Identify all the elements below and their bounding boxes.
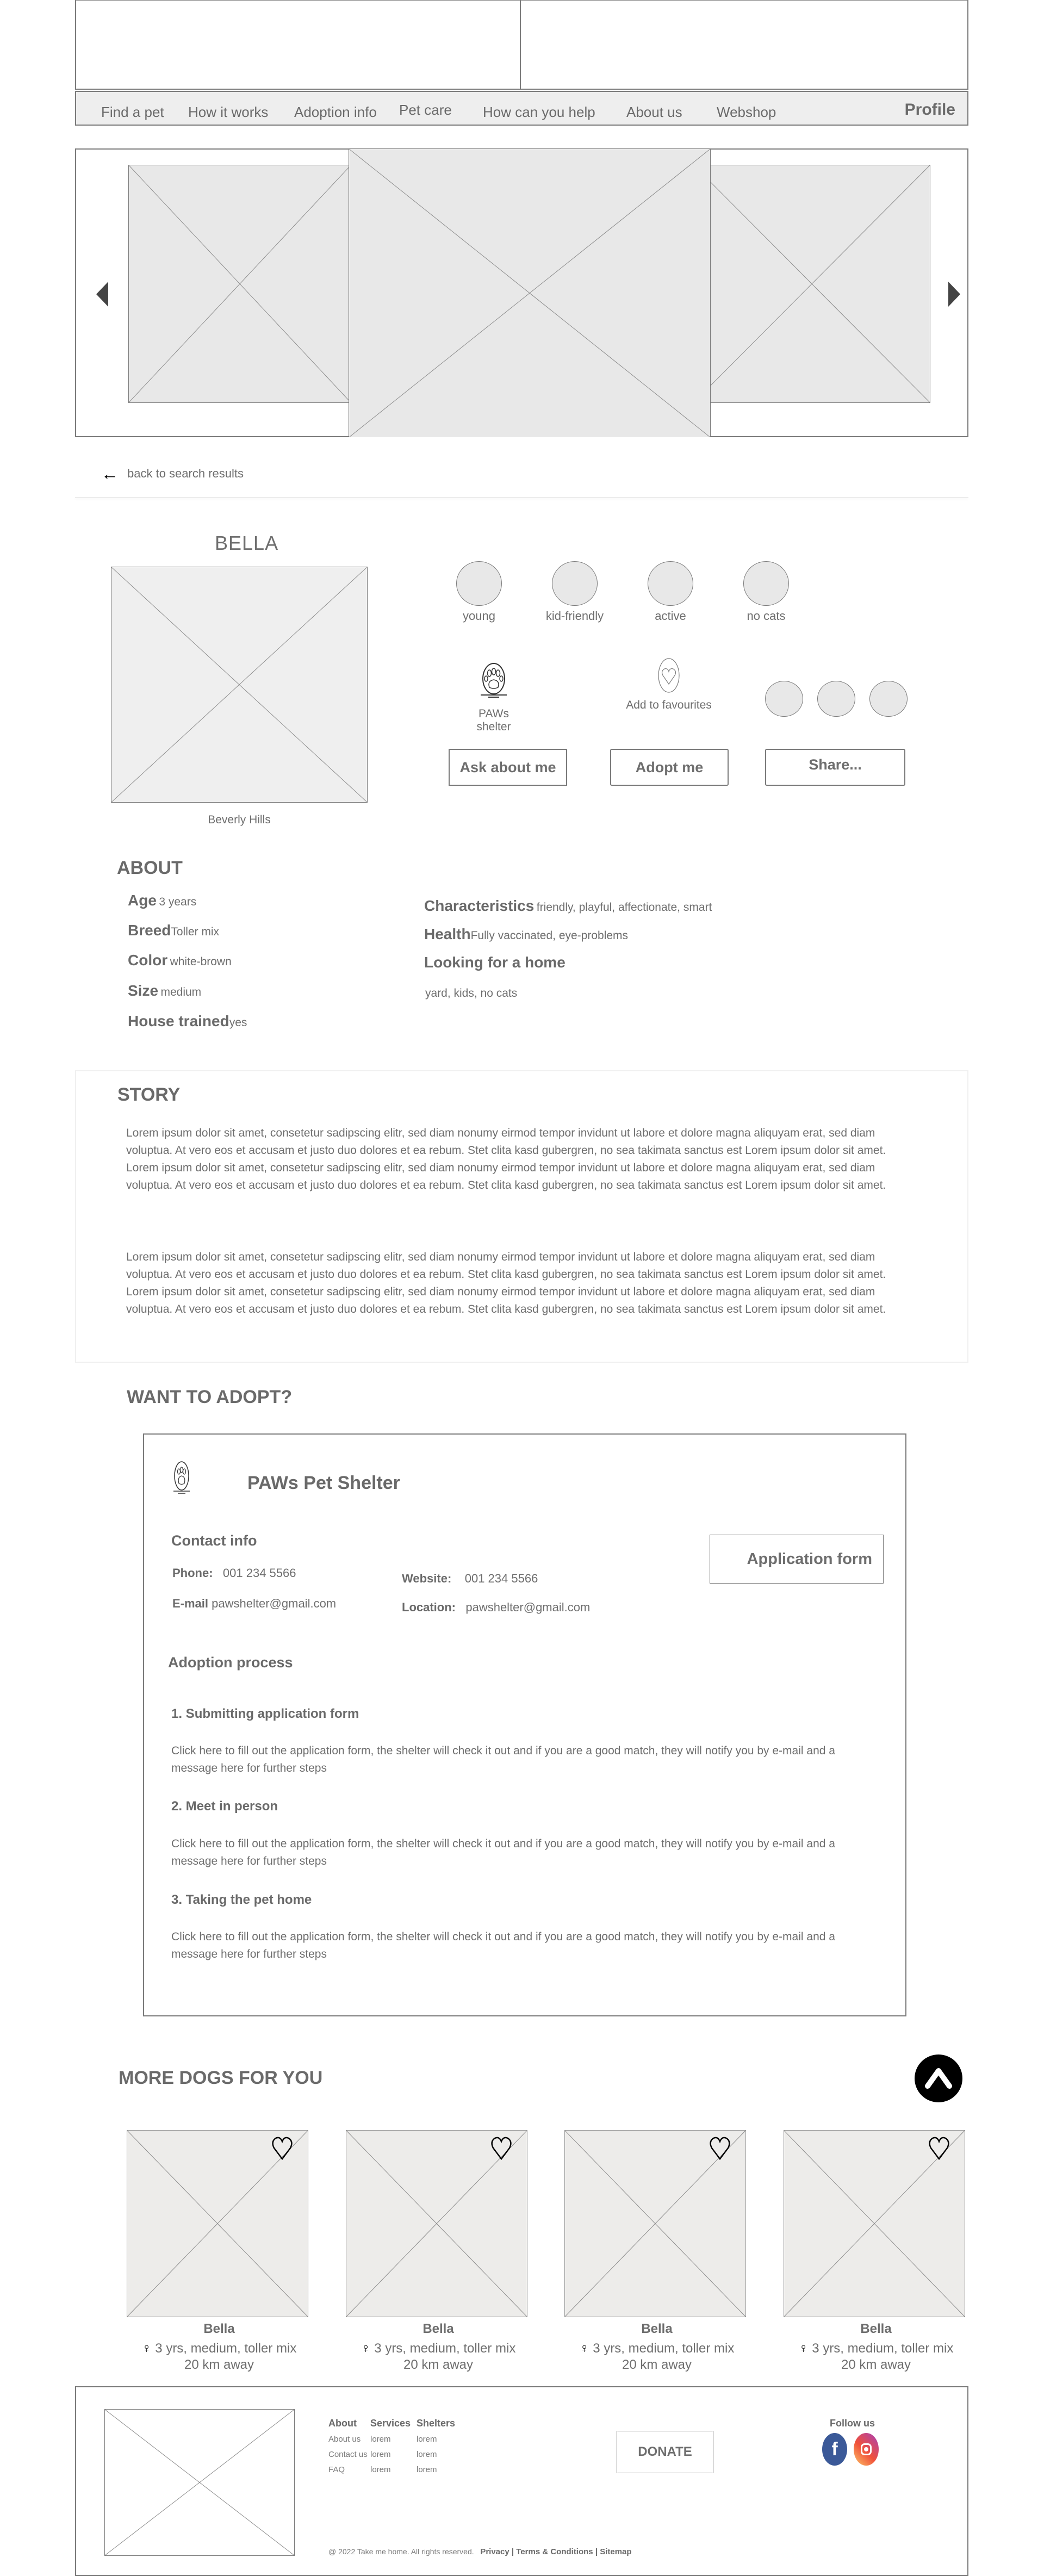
trait-active: active <box>632 561 709 623</box>
favourites-label: Add to favourites <box>626 699 712 711</box>
adopt-heading: WANT TO ADOPT? <box>127 1387 293 1407</box>
about-breed: BreedToller mix <box>128 922 220 939</box>
footer-bottom: @ 2022 Take me home. All rights reserved. Privacy | Terms & Conditions | Sitemap <box>328 2547 632 2556</box>
trait-kid-friendly: kid-friendly <box>537 561 613 623</box>
trait-icon <box>648 561 693 606</box>
dog-card[interactable] <box>127 2130 312 2373</box>
dog-card[interactable] <box>784 2130 968 2373</box>
dog-info: ♀ 3 yrs, medium, toller mix <box>361 2341 516 2356</box>
facebook-icon[interactable]: f <box>822 2433 847 2466</box>
dog-card[interactable] <box>564 2130 749 2373</box>
nav-find-a-pet[interactable]: Find a pet <box>101 104 164 120</box>
dog-distance: 20 km away <box>841 2357 911 2372</box>
adopt-me-button[interactable]: Adopt me <box>610 749 729 786</box>
footer-link[interactable]: lorem <box>370 2465 391 2474</box>
footer-link[interactable]: lorem <box>370 2435 391 2444</box>
about-characteristics: Characteristics friendly, playful, affectionate, smart <box>424 897 712 914</box>
adoption-process-heading: Adoption process <box>168 1654 293 1671</box>
share-option-2[interactable] <box>817 681 855 717</box>
dog-name: Bella <box>860 2321 892 2336</box>
dog-name: Bella <box>422 2321 454 2336</box>
nav-webshop[interactable]: Webshop <box>717 104 776 120</box>
dog-info: ♀ 3 yrs, medium, toller mix <box>798 2341 954 2356</box>
arrow-left-icon: ← <box>101 464 119 483</box>
footer-col-about: About About us Contact us FAQ <box>328 2418 368 2474</box>
header-divider <box>520 0 521 90</box>
carousel-image-main[interactable] <box>349 149 711 437</box>
footer-logo <box>104 2409 295 2556</box>
ask-about-me-button[interactable]: Ask about me <box>449 749 567 786</box>
paw-shelter-logo-icon <box>172 1455 191 1501</box>
nav-how-it-works[interactable]: How it works <box>188 104 269 120</box>
carousel-prev-button[interactable] <box>94 281 110 308</box>
donate-button[interactable]: DONATE <box>617 2431 713 2473</box>
footer <box>75 2386 968 2576</box>
carousel-image-left[interactable] <box>128 165 351 403</box>
footer-link[interactable]: lorem <box>417 2465 437 2474</box>
contact-location: Location: pawshelter@gmail.com <box>402 1600 591 1614</box>
paw-shelter-logo-icon <box>477 657 510 703</box>
dog-card-photo[interactable] <box>346 2130 527 2317</box>
about-looking-value: yard, kids, no cats <box>425 987 518 1000</box>
about-size: Size medium <box>128 982 202 999</box>
step-2-title: 2. Meet in person <box>171 1799 278 1814</box>
shelter-label: PAWs shelter <box>476 707 511 733</box>
share-option-1[interactable] <box>765 681 803 717</box>
footer-link[interactable]: Contact us <box>328 2450 368 2459</box>
about-color: Color white-brown <box>128 952 232 969</box>
nav-pet-care[interactable]: Pet care <box>399 102 452 118</box>
pet-location: Beverly Hills <box>208 814 271 826</box>
shelter-card <box>143 1433 906 2016</box>
trait-icon <box>456 561 502 606</box>
dog-distance: 20 km away <box>403 2357 474 2372</box>
dog-name: Bella <box>203 2321 235 2336</box>
step-2-text[interactable]: Click here to fill out the application form, the shelter will check it out and if you are a good match, they will notify you by e-mail and a message here for further steps <box>171 1838 835 1867</box>
dog-distance: 20 km away <box>622 2357 692 2372</box>
more-dogs-heading: MORE DOGS FOR YOU <box>119 2068 323 2088</box>
footer-link[interactable]: FAQ <box>328 2465 345 2474</box>
footer-link[interactable]: About us <box>328 2435 361 2444</box>
story-section <box>75 1070 968 1363</box>
chevron-up-icon <box>915 2054 962 2102</box>
heart-icon[interactable] <box>271 2136 293 2161</box>
back-link-label: back to search results <box>127 467 244 480</box>
dog-card-photo[interactable] <box>784 2130 965 2317</box>
carousel-next-button[interactable] <box>946 281 962 308</box>
chevron-right-icon <box>946 281 962 308</box>
dog-info: ♀ 3 yrs, medium, toller mix <box>579 2341 735 2356</box>
about-looking-for-home: Looking for a home <box>424 954 566 971</box>
header-banner <box>75 0 968 90</box>
copyright: @ 2022 Take me home. All rights reserved. <box>328 2547 474 2556</box>
dog-distance: 20 km away <box>184 2357 254 2372</box>
back-to-search-link[interactable] <box>101 465 244 482</box>
trait-icon <box>743 561 789 606</box>
about-heading: ABOUT <box>117 858 183 878</box>
section-divider <box>75 497 968 498</box>
sitemap-link[interactable]: Sitemap <box>600 2547 632 2556</box>
instagram-icon[interactable] <box>854 2433 879 2466</box>
carousel-image-right[interactable] <box>693 165 930 403</box>
footer-link[interactable]: lorem <box>417 2435 437 2444</box>
about-house-trained: House trainedyes <box>128 1013 247 1029</box>
female-icon: ♀ <box>361 2341 371 2356</box>
terms-link[interactable]: Terms & Conditions <box>516 2547 593 2556</box>
chevron-left-icon <box>94 281 110 308</box>
story-heading: STORY <box>117 1084 181 1105</box>
dog-card[interactable] <box>346 2130 531 2373</box>
footer-link[interactable]: lorem <box>417 2450 437 2459</box>
step-3-text[interactable]: Click here to fill out the application form, the shelter will check it out and if you are a good match, they will notify you by e-mail and a message here for further steps <box>171 1931 835 1960</box>
female-icon: ♀ <box>579 2341 589 2356</box>
share-button[interactable]: Share... <box>765 749 905 786</box>
heart-icon[interactable] <box>709 2136 731 2161</box>
heart-icon[interactable] <box>490 2136 512 2161</box>
dog-name: Bella <box>641 2321 673 2336</box>
trait-young: young <box>441 561 517 623</box>
shelter-name: PAWs Pet Shelter <box>247 1473 400 1493</box>
story-paragraph-1: Lorem ipsum dolor sit amet, consetetur sadipscing elitr, sed diam nonumy eirmod tempor invidunt ut labore et dolore magna aliquyam erat, sed diam voluptua. At vero eos et accusam et justo duo dolores et ea rebum. Stet clita kasd gubergren, no sea takimata sanctus est Lorem ipsum dolor sit amet. Lorem ipsum dolor sit amet, consetetur sadipscing elitr, sed diam nonumy eirmod tempor invidunt ut labore et dolore magna aliquyam erat, sed diam voluptua. At vero eos et accusam et justo duo dolores et ea rebum. Stet clita kasd gubergren, no sea takimata sanctus est Lorem ipsum dolor sit amet. <box>126 1127 886 1191</box>
share-option-3[interactable] <box>869 681 908 717</box>
about-health: HealthFully vaccinated, eye-problems <box>424 926 629 942</box>
trait-icon <box>552 561 598 606</box>
footer-col-services: Services lorem lorem lorem <box>370 2418 411 2474</box>
shelter-link[interactable] <box>461 657 526 734</box>
contact-phone: Phone: 001 234 5566 <box>172 1566 296 1580</box>
female-icon: ♀ <box>798 2341 809 2356</box>
step-1-text[interactable]: Click here to fill out the application form, the shelter will check it out and if you are a good match, they will notify you by e-mail and a message here for further steps <box>171 1745 835 1774</box>
pet-name: BELLA <box>215 532 279 554</box>
female-icon: ♀ <box>141 2341 152 2356</box>
scroll-to-top-button[interactable] <box>915 2054 962 2102</box>
step-3-title: 3. Taking the pet home <box>171 1892 312 1907</box>
step-1-title: 1. Submitting application form <box>171 1706 359 1721</box>
add-to-favourites-button[interactable] <box>604 658 734 712</box>
contact-info-heading: Contact info <box>171 1532 257 1549</box>
dog-card-photo[interactable] <box>127 2130 308 2317</box>
heart-icon <box>658 658 680 693</box>
nav-profile[interactable]: Profile <box>904 101 955 119</box>
nav-about-us[interactable]: About us <box>626 104 682 120</box>
privacy-link[interactable]: Privacy <box>480 2547 509 2556</box>
footer-link[interactable]: lorem <box>370 2450 391 2459</box>
follow-us-label: Follow us <box>830 2418 875 2429</box>
contact-email: E-mail pawshelter@gmail.com <box>172 1597 337 1610</box>
trait-no-cats: no cats <box>728 561 804 623</box>
nav-how-can-you-help[interactable]: How can you help <box>483 104 595 120</box>
dog-info: ♀ 3 yrs, medium, toller mix <box>141 2341 297 2356</box>
about-age: Age 3 years <box>128 892 197 909</box>
pet-main-photo[interactable] <box>111 567 368 803</box>
story-paragraph-2: Lorem ipsum dolor sit amet, consetetur sadipscing elitr, sed diam nonumy eirmod tempor invidunt ut labore et dolore magna aliquyam erat, sed diam voluptua. At vero eos et accusam et justo duo dolores et ea rebum. Stet clita kasd gubergren, no sea takimata sanctus est Lorem ipsum dolor sit amet. Lorem ipsum dolor sit amet, consetetur sadipscing elitr, sed diam nonumy eirmod tempor invidunt ut labore et dolore magna aliquyam erat, sed diam voluptua. At vero eos et accusam et justo duo dolores et ea rebum. Stet clita kasd gubergren, no sea takimata sanctus est Lorem ipsum dolor sit amet. <box>126 1251 886 1315</box>
heart-icon[interactable] <box>928 2136 950 2161</box>
main-nav <box>75 91 968 126</box>
dog-card-photo[interactable] <box>564 2130 746 2317</box>
nav-adoption-info[interactable]: Adoption info <box>294 104 377 120</box>
application-form-button[interactable]: Application form <box>710 1535 884 1584</box>
contact-website: Website: 001 234 5566 <box>402 1572 538 1585</box>
footer-col-shelters: Shelters lorem lorem lorem <box>417 2418 456 2474</box>
